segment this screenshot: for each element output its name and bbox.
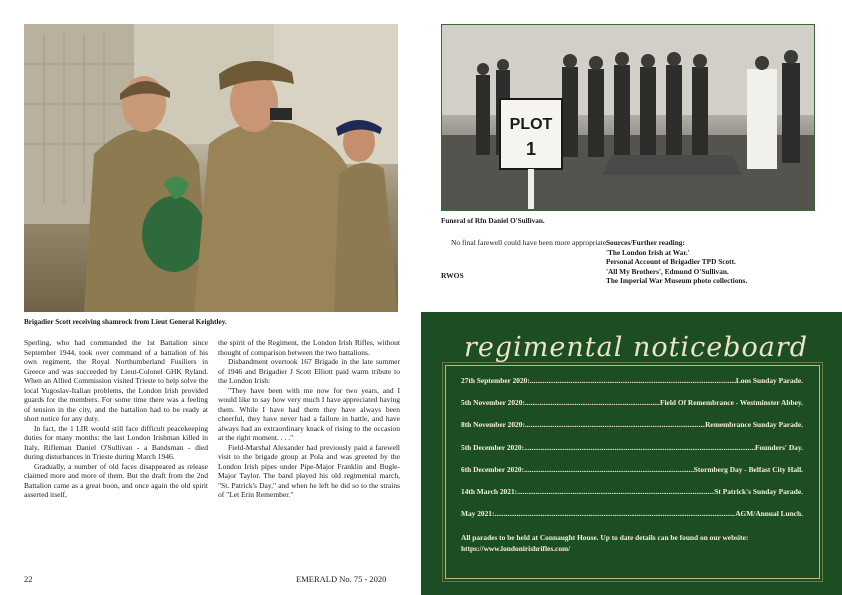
leader-dots — [517, 487, 714, 496]
leader-dots — [524, 443, 755, 452]
event-date: 8th November 2020: — [461, 420, 525, 429]
source-item: 'The London Irish at War.' — [606, 247, 690, 257]
source-item: Personal Account of Brigadier TPD Scott. — [606, 257, 736, 266]
event-name: Field Of Remembrance - Westminster Abbey. — [659, 398, 803, 407]
photo-funeral — [441, 24, 815, 211]
leader-dots — [525, 420, 705, 429]
photo-brigadier-shamrock — [24, 24, 398, 312]
event-date: 5th December 2020: — [461, 443, 525, 452]
event-row — [461, 487, 803, 496]
event-date: 5th November 2020: — [461, 398, 525, 407]
event-name: Loos Sunday Parade. — [735, 376, 803, 385]
paragraph: Field-Marshal Alexander had previously paid a farewell visit to the brigade group at Pola and was greeted by the London Irish pipes under Pipe-Major Franklin and Bugle-Major Taylor. The band played his old regimental march, "St. Patrick's Day," and when he left he did so to the strains of "Let Erin Remember." — [218, 442, 400, 499]
event-row — [461, 420, 803, 429]
event-name: AGM/Annual Lunch. — [735, 509, 803, 518]
closing-text — [441, 238, 624, 248]
event-name: Stormberg Day - Belfast City Hall. — [693, 465, 803, 474]
leader-dots — [525, 398, 660, 407]
source-item: The Imperial War Museum photo collections. — [606, 276, 748, 285]
leader-dots — [524, 465, 694, 474]
paragraph: Gradually, a number of old faces disappeared as release claimed more and more of them. But the draft from the 2nd Battalion came as a great boon, and once again the old spirit asserted itself, — [24, 461, 208, 499]
signoff: RWOS — [441, 271, 464, 280]
event-name: Remembrance Sunday Parade. — [705, 420, 803, 429]
event-name: St Patrick's Sunday Parade. — [714, 487, 803, 496]
regimental-noticeboard — [421, 312, 842, 595]
magazine-issue: EMERALD No. 75 - 2020 — [296, 574, 387, 584]
paragraph: "They have been with me now for two years, and I would like to say how very much I have appreciated having them. While I have had them they have always been cheerful, they have never had a failure in battle, and have always had an extraordinary knack of rising to the occasion at the right moment. . . ." — [218, 385, 400, 442]
sources-heading: Sources/Further reading: — [606, 238, 685, 247]
leader-dots — [530, 376, 736, 385]
event-date: 14th March 2021: — [461, 487, 518, 496]
body-column-1 — [24, 338, 208, 500]
event-row — [461, 376, 803, 385]
body-column-2 — [218, 338, 400, 500]
paragraph: Disbandment overtook 167 Brigade in the late summer of 1946 and Brigadier J Scott Elliott paid warm tribute to the London Irish: — [218, 357, 400, 385]
photo-caption: Brigadier Scott receiving shamrock from Lieut General Keightley. — [24, 318, 227, 326]
event-row — [461, 465, 803, 474]
event-row — [461, 398, 803, 407]
paragraph: the spirit of the Regiment, the London Irish Rifles, without thought of comparison between the two battalions. — [218, 338, 400, 357]
noticeboard-box — [445, 365, 820, 579]
photo-illustration — [24, 24, 398, 312]
event-row — [461, 509, 803, 518]
page-number: 22 — [24, 574, 33, 584]
event-date: 6th December 2020: — [461, 465, 525, 474]
noticeboard-footer: All parades to be held at Connaught House. Up to date details can be found on our website: https://www.londonirishrifles.com/ — [461, 533, 749, 553]
sign-number: 1 — [525, 139, 537, 159]
farewell-text: No final farewell could have been more appropriate. — [451, 238, 609, 247]
event-name: Founders' Day. — [754, 443, 803, 452]
paragraph: In fact, the 1 LIR would still face difficult peacekeeping duties for many months: the last London Irishman killed in Italy, Rifleman Daniel O'Sullivan - a Bandsman - died during disturbances in Trieste during March 1946. — [24, 423, 208, 461]
source-item: 'All My Brothers', Edmund O'Sullivan. — [606, 266, 729, 276]
noticeboard-title: regimental noticeboard — [464, 332, 808, 363]
photo-caption: Funeral of Rfn Daniel O'Sullivan. — [441, 217, 545, 225]
sources-list — [606, 238, 747, 286]
event-date: May 2021: — [461, 509, 495, 518]
sign-text: PLOT — [509, 116, 553, 133]
event-row — [461, 443, 803, 452]
paragraph: Sperling, who had commanded the 1st Battalion since September 1944, took over command of a battalion of his own regiment, the Royal Northumberland Fusiliers in Greece and was succeeded by Lieut-Colonel GHK Ryland. When an Allied Commission visited Trieste to help solve the local Yugoslav-Italian problems, the London Irish provided guards for the members. For some time there was a feeling of tension in the city, and the battalion had to be ready at short notice for any duty. — [24, 338, 208, 423]
event-date: 27th September 2020: — [461, 376, 530, 385]
leader-dots — [494, 509, 735, 518]
photo-illustration — [442, 25, 814, 210]
